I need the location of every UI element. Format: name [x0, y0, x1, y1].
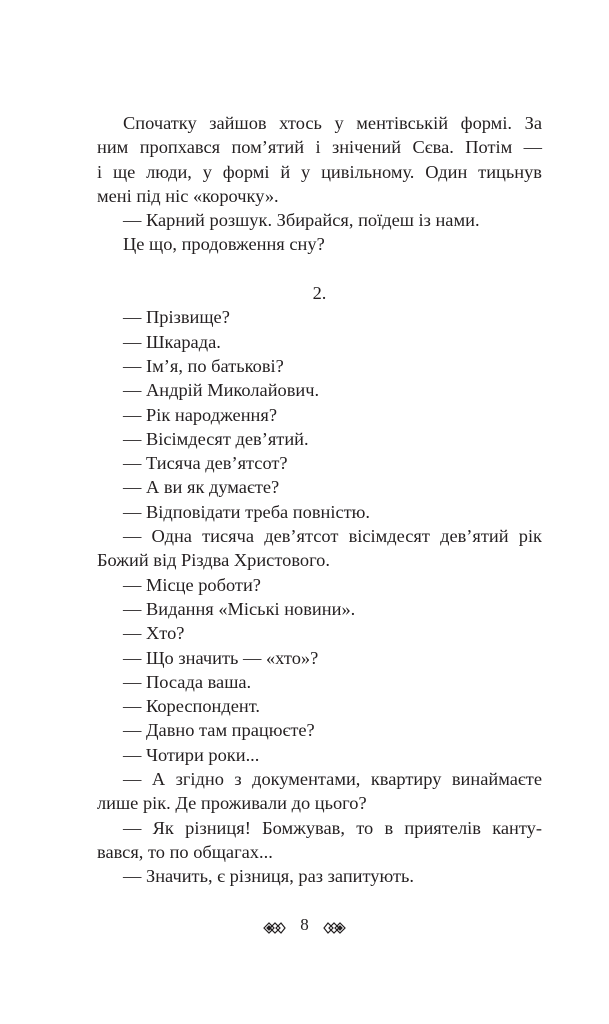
dialogue-line: — Прізвище?	[123, 307, 230, 328]
text-block	[97, 111, 542, 889]
dialogue-line: — А ви як думаєте?	[123, 477, 280, 498]
page-number: 8	[300, 915, 309, 935]
text-line: ним пропхався пом’ятий і знічений Сєва. Потім —	[97, 137, 542, 158]
dialogue-line: — Рік народження?	[123, 404, 278, 425]
dialogue-line: — Значить, є різниця, раз запитують.	[123, 866, 415, 887]
ornament-icon	[262, 918, 286, 932]
dialogue-line: Божий від Різдва Христового.	[97, 550, 330, 571]
dialogue-line: — А згідно з документами, квартиру винаймаєте	[123, 769, 542, 790]
dialogue-line: лише рік. Де проживали до цього?	[97, 793, 367, 814]
ornament-icon	[323, 918, 347, 932]
dialogue-line: — Андрій Миколайович.	[123, 380, 320, 401]
dialogue-line: — Шкарада.	[123, 331, 221, 352]
spacer	[97, 257, 542, 281]
text-line: Спочатку зайшов хтось у ментівській формі. За	[123, 113, 542, 133]
section-number: 2.	[312, 283, 327, 304]
text-line: і ще люди, у формі й у цивільному. Один тицьнув	[97, 161, 542, 182]
dialogue-line: — Кореспондент.	[123, 696, 261, 717]
dialogue-line: — Як різниця! Бомжував, то в приятелів канту-	[123, 817, 542, 838]
dialogue-line: — Що значить — «хто»?	[123, 647, 319, 668]
text-line: — Карний розшук. Збирайся, поїдеш із нами.	[123, 210, 480, 231]
dialogue-line: — Хто?	[123, 623, 185, 644]
dialogue-line: вався, то по общагах...	[97, 841, 273, 862]
page-footer	[0, 912, 609, 937]
dialogue-line: — Чотири роки...	[123, 744, 260, 765]
dialogue-line: — Видання «Міські новини».	[123, 598, 356, 619]
dialogue-line: — Посада ваша.	[123, 671, 252, 692]
dialogue-line: — Ім’я, по батькові?	[123, 355, 284, 376]
dialogue-line: — Відповідати треба повністю.	[123, 501, 371, 522]
dialogue-line: — Давно там працюєте?	[123, 720, 315, 741]
text-line: Це що, продовження сну?	[123, 234, 325, 255]
dialogue-line: — Вісімдесят дев’ятий.	[123, 428, 309, 449]
text-line: мені під ніс «корочку».	[97, 185, 279, 206]
dialogue-line: — Місце роботи?	[123, 574, 261, 595]
dialogue-line: — Одна тисяча дев’ятсот вісімдесят дев’ятий рік	[123, 526, 542, 547]
dialogue-line: — Тисяча дев’ятсот?	[123, 453, 288, 474]
